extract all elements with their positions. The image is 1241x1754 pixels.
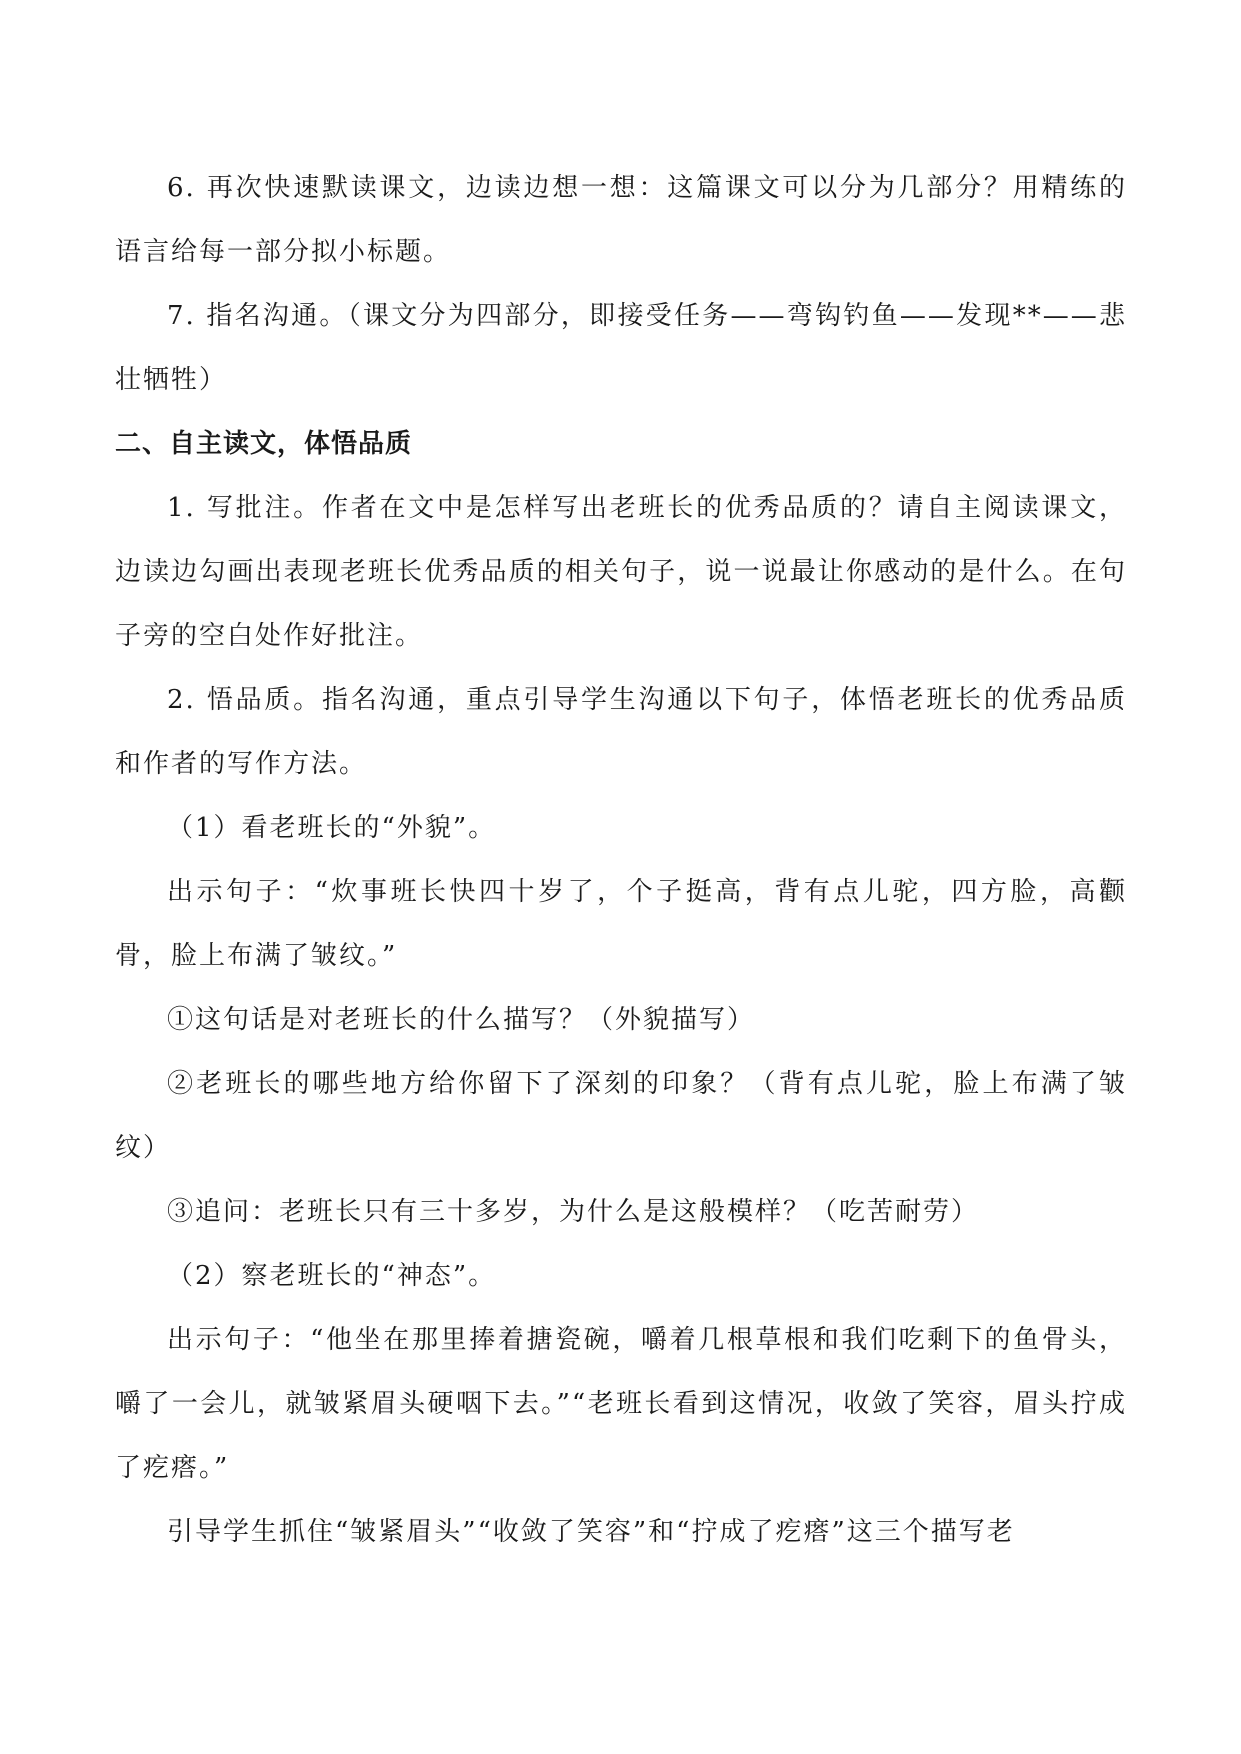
paragraph-annotate: 1. 写批注。作者在文中是怎样写出老班长的优秀品质的？请自主阅读课文，边读边勾画出表现老班长优秀品质的相关句子，说一说最让你感动的是什么。在句子旁的空白处作好批注。 [115,493,1127,651]
subheading-appearance: （1）看老班长的“外貌”。 [167,813,497,843]
subheading-expression: （2）察老班长的“神态”。 [167,1261,497,1291]
quote-appearance: 出示句子：“炊事班长快四十岁了，个子挺高，背有点儿驼，四方脸，高颧骨，脸上布满了皱纹。” [115,877,1127,971]
paragraph-step-7: 7. 指名沟通。（课文分为四部分，即接受任务——弯钩钓鱼——发现**——悲壮牺牲） [115,301,1127,395]
document-body [115,156,1127,1564]
quote-expression: 出示句子：“他坐在那里捧着搪瓷碗，嚼着几根草根和我们吃剩下的鱼骨头，嚼了一会儿，就皱紧眉头硬咽下去。”“老班长看到这情况，收敛了笑容，眉头拧成了疙瘩。” [115,1325,1127,1483]
paragraph-guide: 引导学生抓住“皱紧眉头”“收敛了笑容”和“拧成了疙瘩”这三个描写老 [167,1517,1015,1547]
question-3: ③追问：老班长只有三十多岁，为什么是这般模样？（吃苦耐劳） [167,1197,980,1227]
paragraph-understand-quality: 2. 悟品质。指名沟通，重点引导学生沟通以下句子，体悟老班长的优秀品质和作者的写作方法。 [115,685,1127,779]
paragraph-step-6: 6. 再次快速默读课文，边读边想一想：这篇课文可以分为几部分？用精练的语言给每一部分拟小标题。 [115,173,1127,267]
question-1: ①这句话是对老班长的什么描写？（外貌描写） [167,1005,756,1035]
section-heading-2: 二、自主读文，体悟品质 [115,429,413,459]
question-2: ②老班长的哪些地方给你留下了深刻的印象？（背有点儿驼，脸上布满了皱纹） [115,1069,1127,1163]
